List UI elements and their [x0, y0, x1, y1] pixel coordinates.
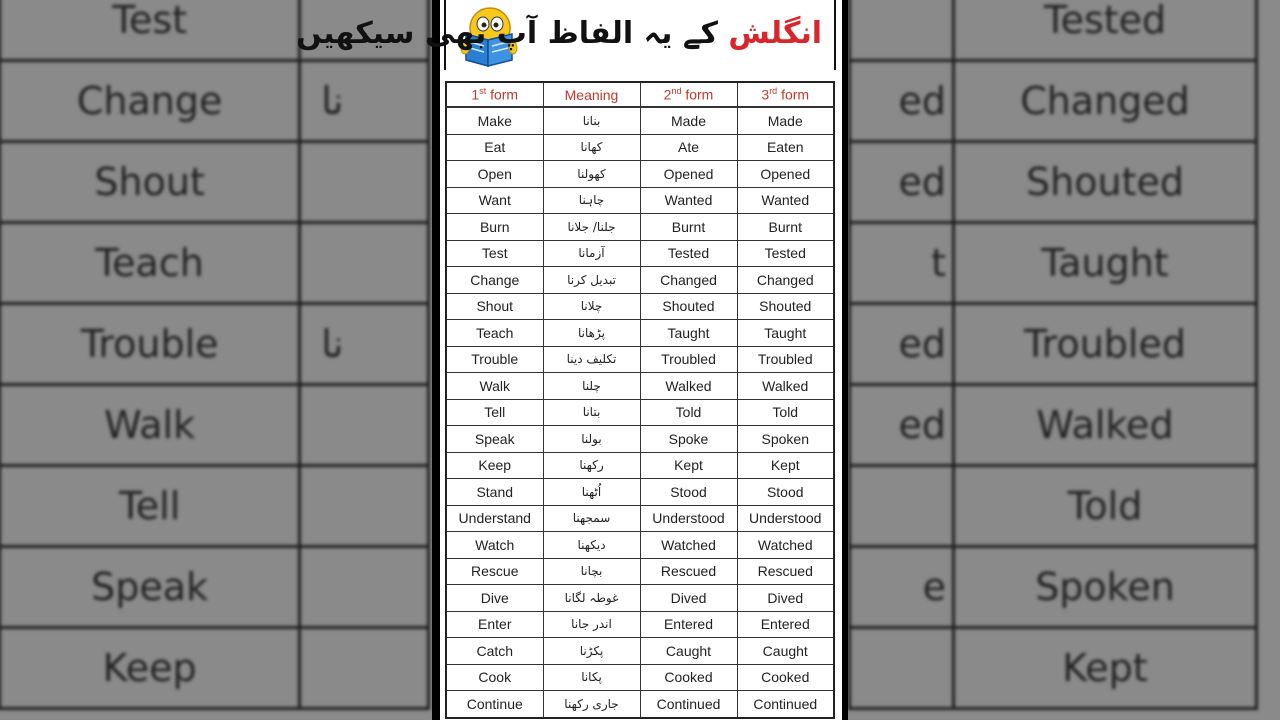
background-row	[0, 61, 429, 142]
cell-second-form: Kept	[640, 452, 737, 479]
cell-second-form: Stood	[640, 479, 737, 506]
header-first-form: 1st form	[446, 82, 543, 107]
blurred-background-left	[0, 0, 432, 720]
background-right-cell: ed	[850, 61, 954, 142]
cell-second-form: Caught	[640, 638, 737, 665]
background-row	[850, 466, 1257, 547]
background-row	[0, 385, 429, 466]
background-right-cell: t	[850, 223, 954, 304]
cell-third-form: Cooked	[737, 664, 834, 691]
cell-second-form: Dived	[640, 585, 737, 612]
background-row	[850, 142, 1257, 223]
background-right-cell: Taught	[954, 223, 1257, 304]
cell-third-form: Stood	[737, 479, 834, 506]
cell-third-form: Caught	[737, 638, 834, 665]
page-title	[296, 10, 822, 58]
cell-meaning: پکڑنا	[543, 638, 640, 665]
cell-second-form: Tested	[640, 240, 737, 267]
table-row	[446, 452, 834, 479]
background-right-cell: Changed	[954, 61, 1257, 142]
cell-meaning: پڑھانا	[543, 320, 640, 347]
cell-second-form: Continued	[640, 691, 737, 718]
background-right-cell: Spoken	[954, 547, 1257, 628]
cell-first-form: Teach	[446, 320, 543, 347]
background-right-cell	[850, 466, 954, 547]
background-left-cell: Keep	[0, 628, 300, 709]
background-left-cell	[300, 223, 429, 304]
cell-first-form: Stand	[446, 479, 543, 506]
cell-first-form: Continue	[446, 691, 543, 718]
background-left-cell: Tell	[0, 466, 300, 547]
background-left-cell: نا	[300, 304, 429, 385]
table-row	[446, 558, 834, 585]
cell-meaning: سمجھنا	[543, 505, 640, 532]
background-left-cell	[300, 385, 429, 466]
cell-meaning: تکلیف دینا	[543, 346, 640, 373]
table-row	[446, 293, 834, 320]
background-row	[850, 0, 1257, 61]
cell-third-form: Wanted	[737, 187, 834, 214]
verb-forms-table	[445, 81, 835, 719]
cell-third-form: Continued	[737, 691, 834, 718]
cell-second-form: Taught	[640, 320, 737, 347]
cell-third-form: Burnt	[737, 214, 834, 241]
background-right-cell: Walked	[954, 385, 1257, 466]
cell-third-form: Understood	[737, 505, 834, 532]
table-row	[446, 611, 834, 638]
cell-meaning: چلانا	[543, 293, 640, 320]
table-row	[446, 664, 834, 691]
cell-meaning: دیکھنا	[543, 532, 640, 559]
cell-meaning: غوطہ لگانا	[543, 585, 640, 612]
background-row	[0, 304, 429, 385]
cell-first-form: Test	[446, 240, 543, 267]
background-right-cell: Told	[954, 466, 1257, 547]
background-row	[0, 223, 429, 304]
table-row	[446, 479, 834, 506]
background-right-cell: Tested	[954, 0, 1257, 61]
cell-first-form: Walk	[446, 373, 543, 400]
background-right-cell: Shouted	[954, 142, 1257, 223]
cell-second-form: Told	[640, 399, 737, 426]
cell-first-form: Dive	[446, 585, 543, 612]
background-left-cell: Change	[0, 61, 300, 142]
cell-first-form: Shout	[446, 293, 543, 320]
cell-first-form: Make	[446, 107, 543, 134]
background-left-cell: Test	[0, 0, 300, 61]
cell-meaning: پکانا	[543, 664, 640, 691]
background-left-cell	[300, 628, 429, 709]
cell-third-form: Shouted	[737, 293, 834, 320]
background-left-cell	[300, 142, 429, 223]
background-left-cell: Speak	[0, 547, 300, 628]
cell-second-form: Rescued	[640, 558, 737, 585]
table-row	[446, 532, 834, 559]
background-left-cell: Shout	[0, 142, 300, 223]
header-second-form: 2nd form	[640, 82, 737, 107]
cell-second-form: Troubled	[640, 346, 737, 373]
background-left-cell	[300, 547, 429, 628]
cell-third-form: Taught	[737, 320, 834, 347]
cell-third-form: Dived	[737, 585, 834, 612]
table-row	[446, 373, 834, 400]
cell-first-form: Understand	[446, 505, 543, 532]
cell-first-form: Speak	[446, 426, 543, 453]
background-table-left	[0, 0, 430, 710]
cell-first-form: Tell	[446, 399, 543, 426]
verb-table-container	[445, 81, 835, 719]
title-black-part: کے یہ الفاظ آپ بھی سیکھیں	[296, 16, 718, 51]
cell-meaning: رکھنا	[543, 452, 640, 479]
cell-first-form: Want	[446, 187, 543, 214]
cell-first-form: Catch	[446, 638, 543, 665]
blurred-background-right	[848, 0, 1280, 720]
cell-third-form: Opened	[737, 161, 834, 188]
cell-third-form: Rescued	[737, 558, 834, 585]
background-table-right	[848, 0, 1258, 710]
background-row	[850, 304, 1257, 385]
background-row	[850, 61, 1257, 142]
table-row	[446, 691, 834, 718]
header-third-form: 3rd form	[737, 82, 834, 107]
cell-third-form: Walked	[737, 373, 834, 400]
background-row	[0, 142, 429, 223]
cell-first-form: Watch	[446, 532, 543, 559]
cell-third-form: Troubled	[737, 346, 834, 373]
cell-third-form: Tested	[737, 240, 834, 267]
cell-second-form: Watched	[640, 532, 737, 559]
table-row	[446, 638, 834, 665]
table-row	[446, 399, 834, 426]
cell-meaning: جاری رکھنا	[543, 691, 640, 718]
background-row	[0, 466, 429, 547]
table-row	[446, 267, 834, 294]
table-row	[446, 346, 834, 373]
background-right-cell	[850, 628, 954, 709]
background-right-cell: ed	[850, 385, 954, 466]
cell-meaning: اندر جانا	[543, 611, 640, 638]
cell-third-form: Made	[737, 107, 834, 134]
cell-meaning: اُٹھنا	[543, 479, 640, 506]
title-red-part: انگلش	[728, 16, 822, 51]
cell-meaning: چلنا	[543, 373, 640, 400]
cell-meaning: جلنا/ جلانا	[543, 214, 640, 241]
cell-second-form: Entered	[640, 611, 737, 638]
table-header-row	[446, 82, 834, 107]
table-row	[446, 585, 834, 612]
cell-meaning: بولنا	[543, 426, 640, 453]
table-row	[446, 505, 834, 532]
table-row	[446, 134, 834, 161]
background-right-cell: ed	[850, 142, 954, 223]
cell-first-form: Open	[446, 161, 543, 188]
cell-first-form: Rescue	[446, 558, 543, 585]
table-row	[446, 161, 834, 188]
cell-meaning: بنانا	[543, 107, 640, 134]
background-right-cell: Troubled	[954, 304, 1257, 385]
cell-meaning: بچانا	[543, 558, 640, 585]
cell-first-form: Trouble	[446, 346, 543, 373]
background-left-cell	[300, 466, 429, 547]
cell-second-form: Cooked	[640, 664, 737, 691]
table-row	[446, 187, 834, 214]
background-right-cell	[850, 0, 954, 61]
background-left-cell: نا	[300, 61, 429, 142]
background-left-cell: Walk	[0, 385, 300, 466]
vocabulary-card	[296, 0, 842, 720]
table-row	[446, 426, 834, 453]
background-row	[0, 628, 429, 709]
cell-first-form: Burn	[446, 214, 543, 241]
cell-third-form: Kept	[737, 452, 834, 479]
cell-third-form: Told	[737, 399, 834, 426]
table-row	[446, 240, 834, 267]
cell-first-form: Enter	[446, 611, 543, 638]
cell-meaning: کھولنا	[543, 161, 640, 188]
cell-second-form: Burnt	[640, 214, 737, 241]
cell-first-form: Change	[446, 267, 543, 294]
background-row	[850, 223, 1257, 304]
cell-third-form: Eaten	[737, 134, 834, 161]
background-row	[850, 628, 1257, 709]
cell-meaning: کھانا	[543, 134, 640, 161]
cell-first-form: Eat	[446, 134, 543, 161]
cell-third-form: Changed	[737, 267, 834, 294]
table-row	[446, 214, 834, 241]
cell-third-form: Watched	[737, 532, 834, 559]
cell-first-form: Keep	[446, 452, 543, 479]
cell-meaning: چاہنا	[543, 187, 640, 214]
cell-second-form: Changed	[640, 267, 737, 294]
cell-second-form: Made	[640, 107, 737, 134]
cell-first-form: Cook	[446, 664, 543, 691]
background-right-cell: e	[850, 547, 954, 628]
cell-third-form: Spoken	[737, 426, 834, 453]
background-left-cell: Trouble	[0, 304, 300, 385]
cell-second-form: Shouted	[640, 293, 737, 320]
cell-second-form: Opened	[640, 161, 737, 188]
background-right-cell: ed	[850, 304, 954, 385]
cell-second-form: Ate	[640, 134, 737, 161]
table-row	[446, 320, 834, 347]
background-row	[850, 547, 1257, 628]
background-row	[0, 547, 429, 628]
cell-third-form: Entered	[737, 611, 834, 638]
cell-meaning: بتانا	[543, 399, 640, 426]
header-meaning: Meaning	[543, 82, 640, 107]
table-row	[446, 107, 834, 134]
cell-second-form: Understood	[640, 505, 737, 532]
background-right-cell: Kept	[954, 628, 1257, 709]
cell-second-form: Wanted	[640, 187, 737, 214]
cell-meaning: آزمانا	[543, 240, 640, 267]
background-row	[850, 385, 1257, 466]
cell-second-form: Walked	[640, 373, 737, 400]
card-header	[296, 0, 836, 70]
cell-second-form: Spoke	[640, 426, 737, 453]
background-left-cell: Teach	[0, 223, 300, 304]
cell-meaning: تبدیل کرنا	[543, 267, 640, 294]
